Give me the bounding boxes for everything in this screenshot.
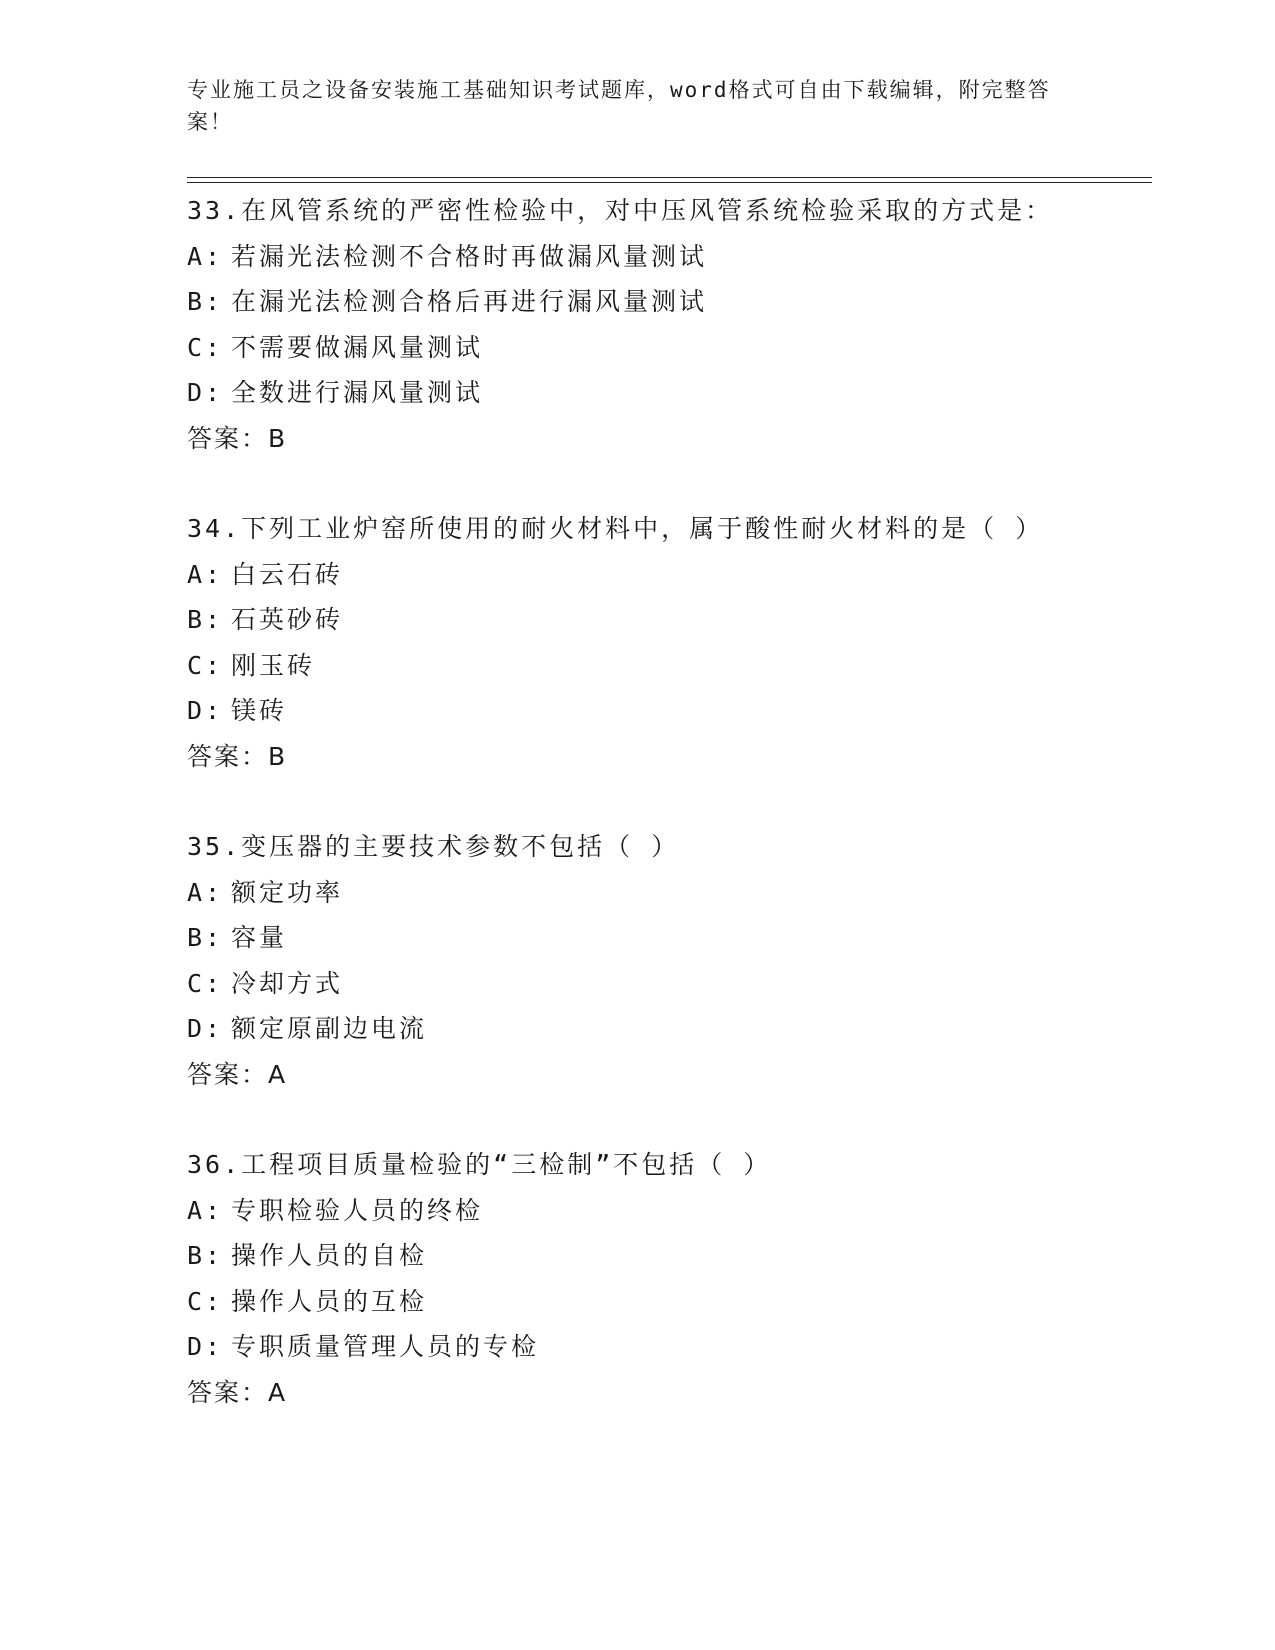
option-key: D: xyxy=(187,378,224,407)
option-a xyxy=(187,552,1147,598)
question-stem: 36.工程项目质量检验的“三检制”不包括（ ） xyxy=(187,1150,772,1179)
question-stem: 35.变压器的主要技术参数不包括（ ） xyxy=(187,832,680,861)
option-key: C: xyxy=(187,332,224,362)
option-b xyxy=(187,279,1147,325)
option-key: B: xyxy=(187,923,224,952)
option-text: 操作人员的互检 xyxy=(231,1286,428,1316)
option-text: 专职质量管理人员的专检 xyxy=(231,1332,540,1361)
option-d xyxy=(187,1324,1147,1370)
question-list xyxy=(187,188,1147,1460)
answer: 答案：A xyxy=(187,1059,288,1089)
option-d xyxy=(187,370,1147,416)
question-stem: 33.在风管系统的严密性检验中，对中压风管系统检验采取的方式是： xyxy=(187,196,1054,225)
answer: 答案：A xyxy=(187,1377,288,1407)
option-text: 若漏光法检测不合格时再做漏风量测试 xyxy=(231,241,708,271)
header-text: 专业施工员之设备安装施工基础知识考试题库，word格式可自由下载编辑，附完整答案！ xyxy=(187,78,1051,134)
question-36 xyxy=(187,1142,1147,1415)
option-key: B: xyxy=(187,287,224,316)
option-key: C: xyxy=(187,968,224,998)
option-a xyxy=(187,1188,1147,1234)
option-b xyxy=(187,1233,1147,1279)
question-33 xyxy=(187,188,1147,461)
option-key: A: xyxy=(187,877,224,907)
option-key: A: xyxy=(187,241,224,271)
option-text: 容量 xyxy=(231,923,288,952)
option-a xyxy=(187,234,1147,280)
question-stem: 34.下列工业炉窑所使用的耐火材料中，属于酸性耐火材料的是（ ） xyxy=(187,514,1044,543)
option-text: 镁砖 xyxy=(231,696,288,725)
option-key: A: xyxy=(187,1195,224,1225)
header-divider xyxy=(187,177,1152,183)
answer: 答案：B xyxy=(187,423,288,453)
option-key: A: xyxy=(187,559,224,589)
option-text: 全数进行漏风量测试 xyxy=(231,378,484,407)
option-b xyxy=(187,915,1147,961)
option-key: C: xyxy=(187,650,224,680)
option-c xyxy=(187,961,1147,1007)
option-text: 额定原副边电流 xyxy=(231,1014,428,1043)
question-34 xyxy=(187,506,1147,779)
option-c xyxy=(187,643,1147,689)
answer: 答案：B xyxy=(187,741,288,771)
option-text: 不需要做漏风量测试 xyxy=(231,332,484,362)
option-text: 石英砂砖 xyxy=(231,605,344,634)
option-b xyxy=(187,597,1147,643)
option-text: 白云石砖 xyxy=(231,559,344,589)
option-text: 额定功率 xyxy=(231,877,344,907)
option-text: 专职检验人员的终检 xyxy=(231,1195,484,1225)
option-key: D: xyxy=(187,1014,224,1043)
option-d xyxy=(187,688,1147,734)
option-key: D: xyxy=(187,1332,224,1361)
option-c xyxy=(187,325,1147,371)
option-text: 在漏光法检测合格后再进行漏风量测试 xyxy=(231,287,708,316)
option-a xyxy=(187,870,1147,916)
option-text: 刚玉砖 xyxy=(231,650,316,680)
question-35 xyxy=(187,824,1147,1097)
option-key: B: xyxy=(187,1241,224,1270)
option-key: C: xyxy=(187,1286,224,1316)
option-d xyxy=(187,1006,1147,1052)
option-c xyxy=(187,1279,1147,1325)
option-key: B: xyxy=(187,605,224,634)
option-key: D: xyxy=(187,696,224,725)
document-header xyxy=(187,74,1067,138)
option-text: 冷却方式 xyxy=(231,968,344,998)
option-text: 操作人员的自检 xyxy=(231,1241,428,1270)
